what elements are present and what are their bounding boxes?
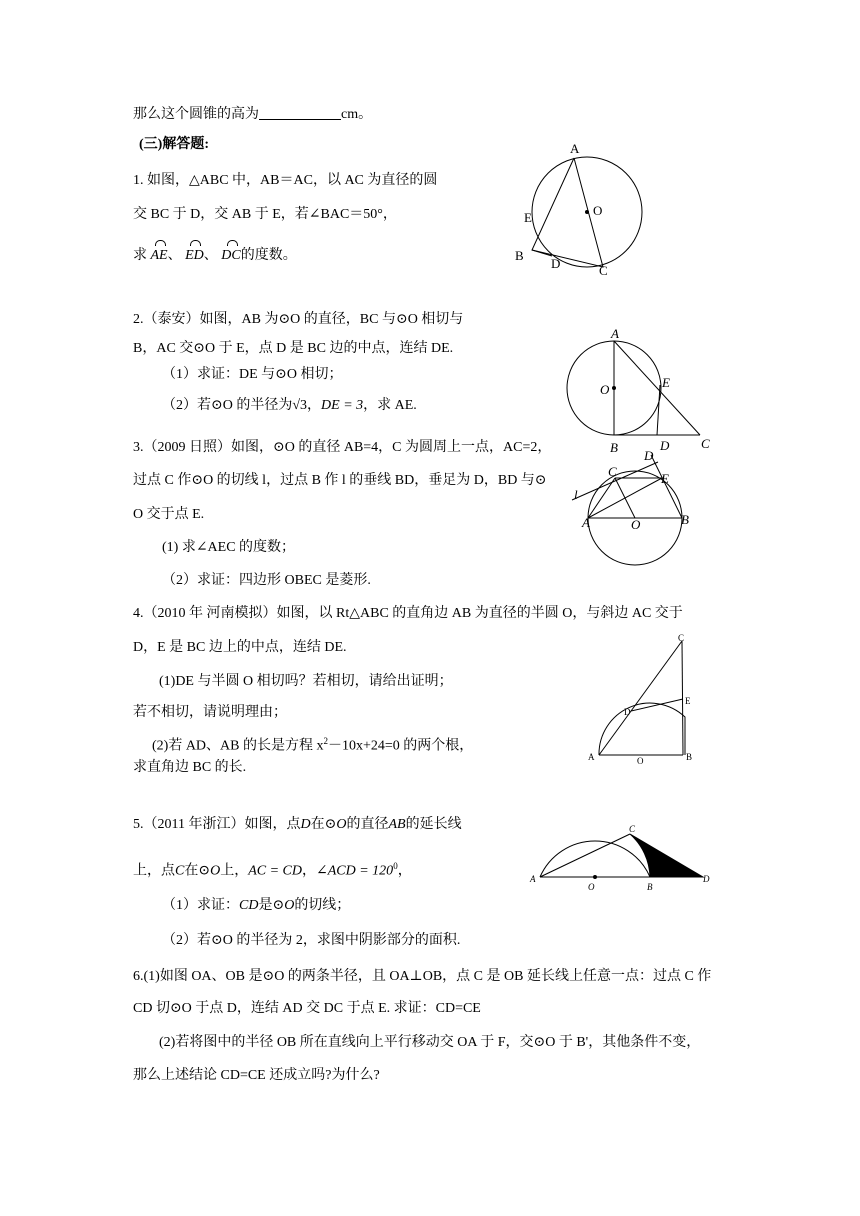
p6-line3: (2)若将图中的半径 OB 所在直线向上平行移动交 OA 于 F，交⊙O 于 B'，其他条件不变，: [159, 1035, 701, 1050]
p4-figure: [582, 630, 702, 770]
p2-line1: 2.（泰安）如图，AB 为⊙O 的直径，BC 与⊙O 相切与: [133, 312, 464, 327]
p5-line1-prefix: 5.（2011 年浙江）如图，点: [133, 817, 301, 832]
p5-q1: [162, 899, 350, 913]
arc-dc: DC: [221, 248, 241, 263]
radius-value: √3: [292, 398, 308, 413]
var-o: O: [336, 817, 347, 832]
p6-line1: 6.(1)如图 OA、OB 是⊙O 的两条半径，且 OA⊥OB，点 C 是 OB 延长线上任意一点：过点 C 作: [133, 969, 712, 984]
label-o: O: [593, 203, 603, 218]
p3-line2: 过点 C 作⊙O 的切线 l，过点 B 作 l 的垂线 BD，垂足为 D，BD 与⊙: [133, 473, 547, 488]
sep: 、: [203, 248, 218, 263]
p3-line1: 3.（2009 日照）如图，⊙O 的直径 AB=4，C 为圆周上一点，AC=2，: [133, 440, 552, 455]
sep: 、: [167, 248, 182, 263]
label-o: O: [588, 882, 595, 892]
label-b: B: [610, 440, 618, 455]
label-c: C: [678, 633, 685, 643]
arc-ed: ED: [185, 248, 204, 263]
arc-ae: AE: [150, 248, 168, 263]
p1-line3-suffix: 的度数。: [240, 248, 297, 263]
p4-line2: D，E 是 BC 边上的中点，连结 DE.: [133, 640, 347, 655]
p3-figure: [568, 447, 708, 567]
p6-line2: CD 切⊙O 于点 D，连结 AD 交 DC 于点 E. 求证：CD=CE: [133, 1001, 481, 1016]
label-c: C: [701, 436, 710, 451]
label-c: C: [608, 464, 617, 479]
p2-q1: （1）求证：DE 与⊙O 相切；: [162, 367, 343, 382]
p4-q2: [152, 737, 473, 754]
intro-line: [133, 107, 372, 122]
p5-line2: [133, 862, 412, 879]
label-o: O: [637, 756, 644, 766]
p2-q2: [162, 399, 417, 413]
label-o: O: [631, 517, 641, 532]
label-e: E: [662, 375, 670, 390]
text: 的延长线: [405, 817, 462, 832]
var-o: O: [284, 898, 295, 913]
p6-line4: 那么上述结论 CD=CE 还成立吗?为什么?: [133, 1068, 380, 1083]
label-d: D: [660, 438, 670, 453]
label-l: l: [574, 487, 578, 502]
label-e: E: [685, 696, 691, 706]
text: 上，点: [133, 863, 175, 879]
label-d: D: [644, 448, 654, 463]
var-cd: CD: [239, 898, 259, 913]
text: 的直径: [346, 817, 389, 832]
exponent: 2: [323, 736, 328, 746]
p2-figure: [560, 326, 720, 456]
label-b: B: [681, 512, 689, 527]
var-d: D: [300, 817, 311, 832]
p4-q1: (1)DE 与半圆 O 相切吗？若相切，请给出证明；: [159, 674, 453, 689]
text: ，: [397, 863, 412, 879]
p3-q1: (1) 求∠AEC 的度数；: [162, 540, 296, 555]
label-c: C: [629, 824, 636, 834]
label-b: B: [686, 752, 693, 762]
label-a: A: [588, 752, 595, 762]
label-b: B: [515, 248, 524, 263]
label-d: D: [703, 874, 710, 884]
label-a: A: [582, 515, 590, 530]
sep: ，: [307, 398, 322, 413]
p5-q2: （2）若⊙O 的半径为 2，求图中阴影部分的面积.: [162, 933, 461, 948]
text: （1）求证：: [162, 898, 239, 913]
p4-q2b: 求直角边 BC 的长.: [133, 760, 247, 775]
p1-line3: [133, 249, 297, 263]
equation-ac-cd: AC = CD: [248, 863, 302, 879]
answer-blank: [259, 107, 341, 120]
var-c: C: [175, 863, 185, 879]
p4-q2-suffix: －10x+24=0 的两个根，: [328, 738, 474, 754]
p1-line1: 1. 如图，△ABC 中，AB＝AC，以 AC 为直径的圆: [133, 173, 438, 188]
label-a: A: [530, 874, 536, 884]
label-d: D: [624, 707, 631, 717]
p5-figure: [525, 815, 715, 895]
p5-line1: [133, 818, 462, 832]
text: 上，: [220, 863, 249, 879]
text: 在⊙: [310, 817, 337, 832]
var-o: O: [210, 863, 221, 879]
label-o: O: [600, 382, 610, 397]
intro-unit: cm。: [341, 107, 373, 122]
p4-line1: 4.（2010 年 河南模拟）如图，以 Rt△ABC 的直角边 AB 为直径的半圆 O，与斜边 AC 交于: [133, 606, 683, 621]
label-c: C: [599, 263, 608, 278]
p4-q2-prefix: (2)若 AD、AB 的长是方程 x: [152, 738, 324, 754]
degree-sup: 0: [393, 861, 398, 871]
label-a: A: [611, 326, 619, 341]
label-e: E: [524, 210, 532, 225]
text: ，: [302, 863, 316, 879]
label-a: A: [570, 141, 580, 156]
label-d: D: [551, 256, 561, 271]
de-value: DE = 3: [321, 398, 364, 413]
p2-line2: B，AC 交⊙O 于 E，点 D 是 BC 边的中点，连结 DE.: [133, 341, 454, 356]
p1-line2: 交 BC 于 D，交 AB 于 E，若∠BAC＝50°，: [133, 207, 397, 222]
p1-figure: [505, 138, 645, 278]
var-ab: AB: [388, 817, 406, 832]
p3-line3: O 交于点 E.: [133, 507, 205, 522]
text: 是⊙: [258, 898, 285, 913]
label-e: E: [661, 471, 669, 486]
p1-line3-prefix: 求: [133, 248, 147, 263]
section-heading: (三)解答题:: [139, 137, 209, 152]
angle-acd: ∠ACD = 120: [316, 863, 394, 879]
p3-q2: （2）求证：四边形 OBEC 是菱形.: [162, 573, 371, 588]
intro-text: 那么这个圆锥的高为: [133, 107, 259, 122]
p2-q2-suffix: ，求 AE.: [363, 398, 417, 413]
text: 的切线；: [294, 898, 351, 913]
label-b: B: [647, 882, 653, 892]
p2-q2-prefix: （2）若⊙O 的半径为: [162, 398, 293, 413]
p4-q1b: 若不相切，请说明理由；: [133, 705, 287, 720]
text: 在⊙: [184, 863, 211, 879]
